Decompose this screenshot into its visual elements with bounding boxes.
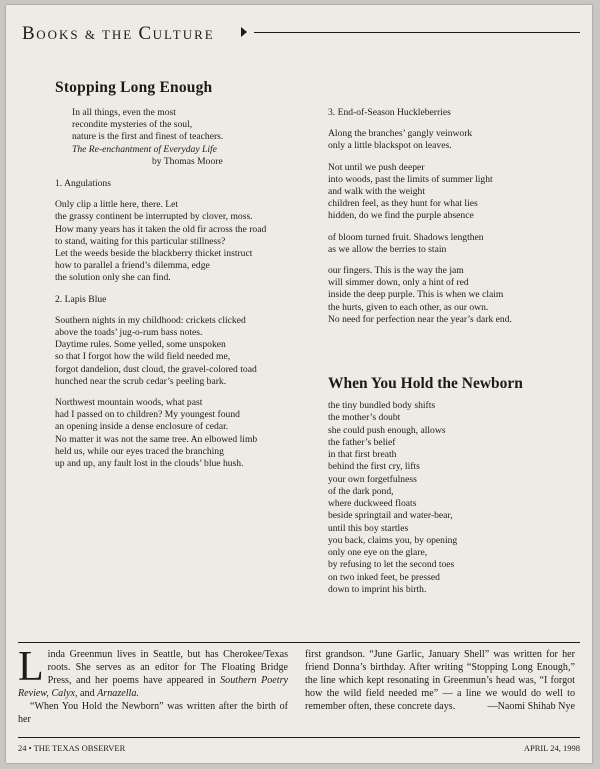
bio-rule-bottom: [18, 737, 580, 738]
poem-line: No matter it was not the same tree. An elbowed limb: [55, 433, 258, 445]
poem-line: the father’s belief: [328, 436, 396, 448]
poem-line: only one eye on the glare,: [328, 547, 428, 558]
stanza: [55, 397, 313, 470]
epigraph-line: nature is the first and finest of teachers.: [72, 131, 224, 143]
poem-line: hunched near the scrub cedar’s peeling bark.: [55, 375, 227, 387]
poem-line: inside the deep purple. This is when we claim: [328, 289, 504, 301]
poem-line: of bloom turned fruit. Shadows lengthen: [328, 231, 484, 243]
poem-line: into woods, past the limits of summer light: [328, 173, 493, 185]
stanza: [328, 128, 578, 152]
poem-line: you back, claims you, by opening: [328, 534, 458, 546]
signature: —Naomi Shihab Nye: [487, 701, 575, 713]
poem-line: to stand, waiting for this particular stillness?: [55, 235, 226, 247]
poem-line: will simmer down, only a hint of red: [328, 277, 469, 289]
poem-line: how to parallel a friend’s dilemma, edge: [55, 260, 210, 272]
poem-line: up and up, any fault lost in the clouds’ blue hush.: [55, 458, 244, 470]
poem-line: so that I forgot how the wild field needed me,: [55, 351, 231, 363]
epigraph-line: In all things, even the most: [72, 107, 176, 118]
section-title: BOOKS & THE CULTURE: [22, 23, 215, 44]
section-heading: 2. Lapis Blue: [55, 293, 107, 305]
poem-line: Northwest mountain woods, what past: [55, 397, 203, 409]
epigraph-source: The Re-enchantment of Everyday Life: [72, 143, 217, 155]
poem-line: of the dark pond,: [328, 485, 394, 497]
poem-line: and walk with the weight: [328, 186, 425, 198]
poem-line: by refusing to let the second toes: [328, 559, 455, 571]
bio-paragraph: Linda Greenmun lives in Seattle, but has Cherokee/Texas roots. She serves as an editor for The Floating Bridge Press, and her poems have appeared in Southern Poetry Review, Calyx, and Arnazella.: [18, 644, 288, 700]
poem-line: above the toads’ jug-o-rum bass notes.: [55, 327, 203, 339]
poem-line: Southern nights in my childhood: crickets clicked: [55, 314, 246, 326]
poem-title: Stopping Long Enough: [55, 79, 213, 96]
poem-line: on two inked feet, be pressed: [328, 571, 440, 583]
drop-cap: L: [18, 644, 44, 690]
poem-line: she could push enough, allows: [328, 424, 446, 436]
poem-line: the solution only she can find.: [55, 272, 171, 284]
poem-line: Only clip a little here, there. Let: [55, 199, 179, 211]
stanza: [55, 315, 313, 388]
poem-line: where duckweed floats: [328, 498, 417, 509]
triangle-arrow-icon: [241, 27, 247, 37]
epigraph-author: by Thomas Moore: [152, 155, 223, 167]
poem-line: the grassy continent be interrupted by clover, moss.: [55, 211, 253, 223]
poem-title: When You Hold the Newborn: [328, 375, 523, 392]
stanza: [55, 199, 313, 284]
stanza: [328, 265, 578, 326]
bio-left-column: [18, 644, 288, 727]
section-heading: 3. End-of-Season Huckleberries: [328, 107, 451, 118]
epigraph: [72, 107, 313, 168]
footer-date: APRIL 24, 1998: [523, 743, 580, 753]
poem-line: our fingers. This is the way the jam: [328, 265, 464, 277]
stanza: [328, 232, 578, 256]
poem-line: as we allow the berries to stain: [328, 243, 447, 255]
header-rule: [254, 32, 580, 33]
section-heading: 1. Angulations: [55, 178, 111, 190]
bio-paragraph: “When You Hold the Newborn” was written after the birth of her: [18, 701, 288, 726]
poem-line: hidden, do we find the purple absence: [328, 210, 474, 222]
magazine-page: [6, 5, 592, 763]
poem-line: only a little blackspot on leaves.: [328, 140, 452, 152]
poem-when-you-hold-the-newborn: [328, 400, 578, 596]
stanza: [328, 162, 578, 223]
poem-line: Not until we push deeper: [328, 161, 425, 173]
poem-line: down to imprint his birth.: [328, 583, 427, 595]
bio-right-column: [305, 648, 575, 713]
poem-line: forgot dandelion, dust cloud, the gravel-colored toad: [55, 363, 257, 375]
epigraph-line: recondite mysteries of the soul,: [72, 119, 193, 131]
poem-line: behind the first cry, lifts: [328, 461, 420, 473]
poem-line: in that first breath: [328, 449, 397, 460]
poem-line: How many years has it taken the old fir across the road: [55, 223, 267, 235]
poem-section-three: [328, 107, 578, 335]
section-header: [22, 23, 580, 47]
poem-line: beside springtail and water-bear,: [328, 510, 453, 522]
poem-line: No need for perfection near the year’s dark end.: [328, 313, 512, 325]
poem-line: until this boy startles: [328, 522, 409, 534]
poem-line: an opening inside a dense enclosure of cedar.: [55, 421, 229, 433]
poem-line: held us, while our eyes traced the branching: [55, 445, 224, 457]
footer-folio: 24 • THE TEXAS OBSERVER: [18, 743, 126, 753]
poem-line: Daytime rules. Some yelled, some unspoken: [55, 339, 226, 351]
poem-line: the tiny bundled body shifts: [328, 400, 436, 411]
poem-line: had I passed on to children? My youngest found: [55, 409, 240, 421]
poem-line: Along the branches’ gangly veinwork: [328, 128, 473, 140]
bio-rule-top: [18, 642, 580, 643]
poem-stopping-long-enough: [55, 79, 313, 479]
poem-line: Let the weeds beside the blackberry thicket instruct: [55, 248, 253, 260]
bio-paragraph: first grandson. “June Garlic, January Shell” was written for her friend Donna’s birthday. After writing “Stopping Long Enough,” the line which kept resonating in Greenmun’s head was, “I forgot how the wild field needed me” — a line we would do well to remember often, these concrete days. —Naomi Shihab Nye: [305, 649, 575, 713]
poem-line: children feel, as they hunt for what lies: [328, 198, 478, 210]
poem-line: the mother’s doubt: [328, 412, 401, 424]
poem-line: the hurts, given to each other, as our own.: [328, 301, 489, 313]
poem-line: your own forgetfulness: [328, 473, 417, 485]
